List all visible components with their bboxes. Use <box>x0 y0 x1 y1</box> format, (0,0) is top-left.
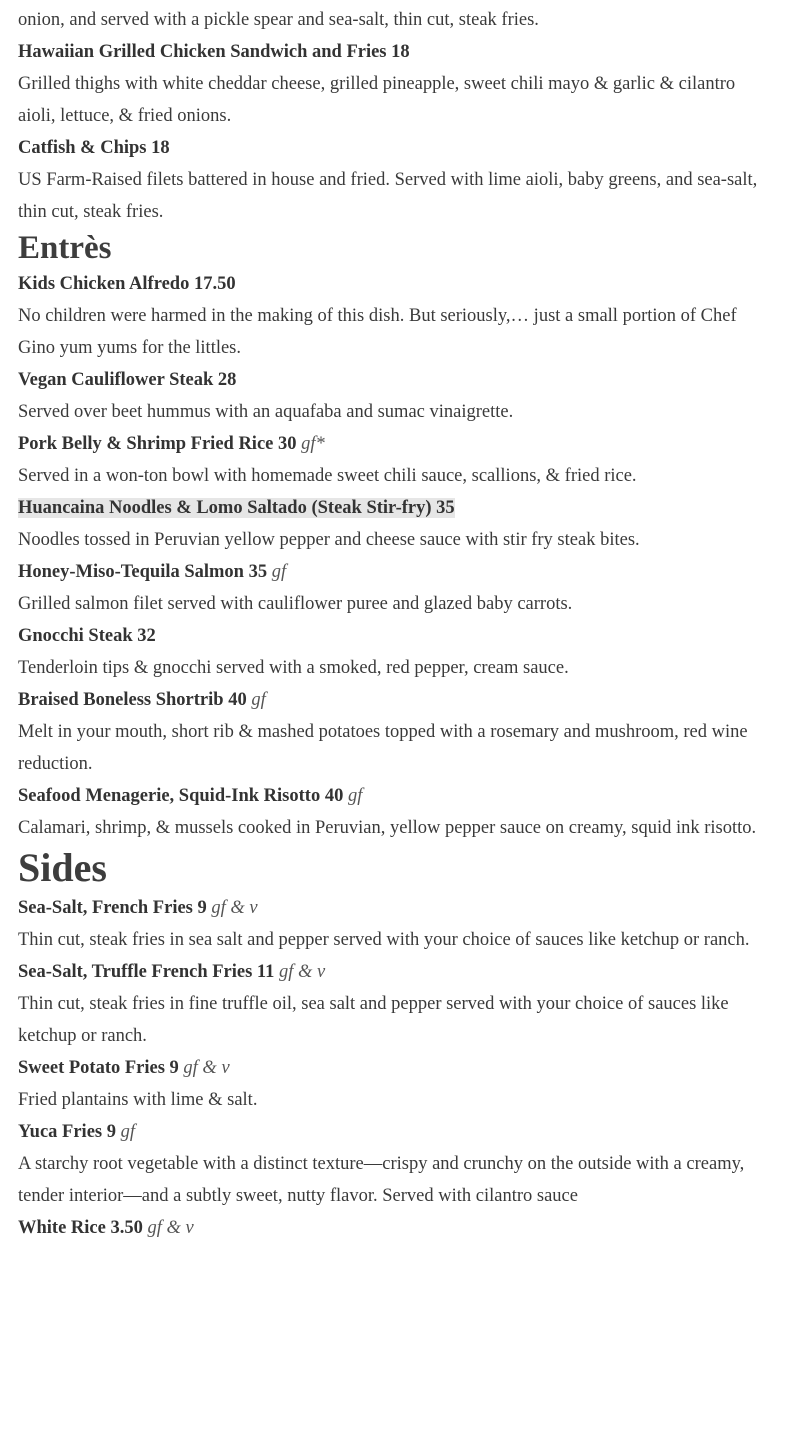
item-description-tail: onion, and served with a pickle spear and sea-salt, thin cut, steak fries. <box>18 10 539 30</box>
item-title: Sea-Salt, Truffle French Fries 11 <box>18 962 275 982</box>
dietary-tag: gf & v <box>211 898 258 918</box>
menu-item-salmon <box>18 556 770 620</box>
item-title: Honey-Miso-Tequila Salmon 35 <box>18 562 268 582</box>
item-description: Noodles tossed in Peruvian yellow pepper and cheese sauce with stir fry steak bites. <box>18 530 640 550</box>
menu-item-pork-belly-rice <box>18 428 770 492</box>
item-description: Fried plantains with lime & salt. <box>18 1090 258 1110</box>
item-description: Served over beet hummus with an aquafaba and sumac vinaigrette. <box>18 402 514 422</box>
item-description: Grilled salmon filet served with cauliflower puree and glazed baby carrots. <box>18 594 573 614</box>
item-title-highlighted: Huancaina Noodles & Lomo Saltado (Steak Stir-fry) 35 <box>18 498 455 518</box>
dietary-tag: gf <box>347 786 363 806</box>
menu-item-cauliflower-steak <box>18 364 770 428</box>
item-description: Melt in your mouth, short rib & mashed potatoes topped with a rosemary and mushroom, red wine reduction. <box>18 722 748 774</box>
item-title: Gnocchi Steak 32 <box>18 626 156 646</box>
menu-item-yuca-fries <box>18 1116 770 1212</box>
item-title: Sea-Salt, French Fries 9 <box>18 898 207 918</box>
menu-item-sweet-potato-fries <box>18 1052 770 1116</box>
item-description: Calamari, shrimp, & mussels cooked in Peruvian, yellow pepper sauce on creamy, squid ink risotto. <box>18 818 757 838</box>
menu-item-french-fries <box>18 892 770 956</box>
dietary-tag: gf & v <box>147 1218 194 1238</box>
menu-item-seafood-risotto <box>18 780 770 844</box>
item-title: Yuca Fries 9 <box>18 1122 116 1142</box>
item-title: Sweet Potato Fries 9 <box>18 1058 179 1078</box>
item-title: Seafood Menagerie, Squid-Ink Risotto 40 <box>18 786 344 806</box>
item-title: Braised Boneless Shortrib 40 <box>18 690 247 710</box>
section-heading-sides: Sides <box>18 845 107 890</box>
item-title: Pork Belly & Shrimp Fried Rice 30 <box>18 434 297 454</box>
item-description: No children were harmed in the making of this dish. But seriously,… just a small portion of Chef Gino yum yums for the littles. <box>18 306 737 358</box>
item-description: Thin cut, steak fries in sea salt and pepper served with your choice of sauces like ketchup or ranch. <box>18 930 750 950</box>
item-description: US Farm-Raised filets battered in house and fried. Served with lime aioli, baby greens, and sea-salt, thin cut, steak fries. <box>18 170 758 222</box>
menu-item-hawaiian-sandwich <box>18 36 770 132</box>
item-description: Served in a won-ton bowl with homemade sweet chili sauce, scallions, & fried rice. <box>18 466 637 486</box>
menu-item-kids-alfredo <box>18 268 770 364</box>
menu-item-truffle-fries <box>18 956 770 1052</box>
item-title: Catfish & Chips 18 <box>18 138 170 158</box>
menu-item-white-rice <box>18 1212 770 1244</box>
dietary-tag: gf <box>251 690 266 710</box>
dietary-tag: gf <box>120 1122 135 1142</box>
item-title: Hawaiian Grilled Chicken Sandwich and Fries 18 <box>18 42 410 62</box>
item-description: A starchy root vegetable with a distinct texture—crispy and crunchy on the outside with a creamy, tender interior—and a subtly sweet, nutty flavor. Served with cilantro sauce <box>18 1154 745 1206</box>
item-description: Grilled thighs with white cheddar cheese, grilled pineapple, sweet chili mayo & garlic & cilantro aioli, lettuce, & fried onions. <box>18 74 736 126</box>
item-title: Kids Chicken Alfredo 17.50 <box>18 274 236 294</box>
dietary-tag: gf* <box>301 434 325 454</box>
item-description: Tenderloin tips & gnocchi served with a smoked, red pepper, cream sauce. <box>18 658 569 678</box>
section-heading-entres: Entrès <box>18 230 112 266</box>
menu-item-gnocchi-steak <box>18 620 770 684</box>
menu-item-catfish-chips <box>18 132 770 228</box>
dietary-tag: gf <box>271 562 287 582</box>
menu-item-huancaina-noodles <box>18 492 770 556</box>
item-title: Vegan Cauliflower Steak 28 <box>18 370 237 390</box>
menu-item-shortrib <box>18 684 770 780</box>
dietary-tag: gf & v <box>279 962 326 982</box>
item-description: Thin cut, steak fries in fine truffle oil, sea salt and pepper served with your choice of sauces like ketchup or ranch. <box>18 994 729 1046</box>
dietary-tag: gf & v <box>183 1058 230 1078</box>
item-title: White Rice 3.50 <box>18 1218 143 1238</box>
menu-content <box>18 4 770 1244</box>
